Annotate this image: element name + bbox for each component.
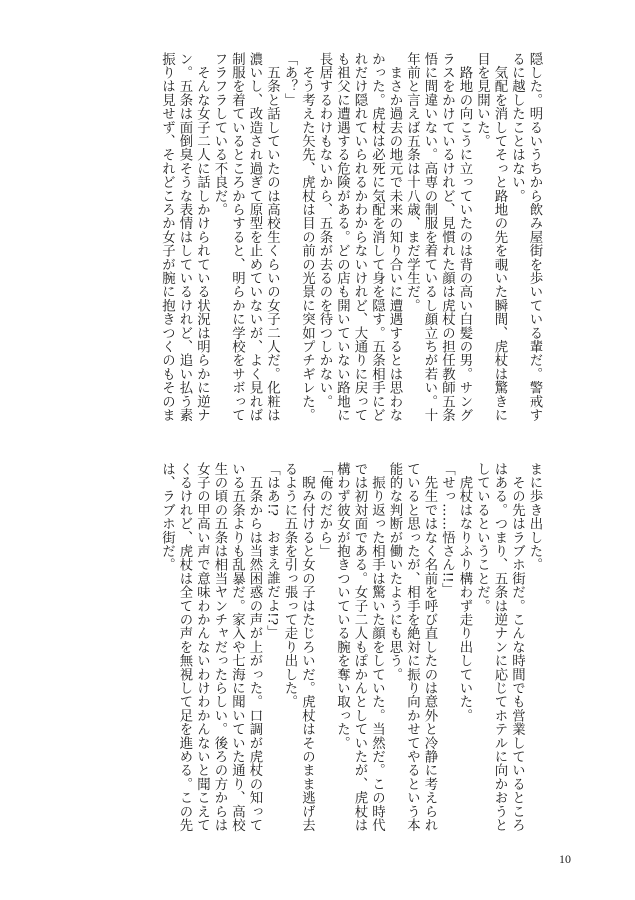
text-line: 悟に間違いない。高専の制服を着ているし顔立ちが若い。十 — [422, 52, 437, 422]
lower-text-block — [83, 462, 543, 832]
text-line: 虎杖はなりふり構わず走り出していた。 — [457, 462, 472, 723]
text-line: そう考えた矢先、虎杖は目の前の光景に突如プチギレた。 — [299, 52, 315, 422]
text-line: かった。虎杖は必死に気配を消して身を隠す。五条相手にど — [369, 52, 385, 422]
text-line: くるけれど、虎杖は全ての声を無視して足を進める。この先 — [177, 462, 192, 832]
text-line: 濃いし、改造され過ぎて原型を止めていないが、よく見れば — [247, 52, 262, 422]
text-line: 「俺のだから」 — [317, 462, 332, 558]
text-line: は、ラブホ街だ。 — [159, 462, 175, 572]
text-line: れだけ隠れていられるかわからないけれど、大通りに戻って — [352, 52, 367, 422]
text-line: その先はラブホ街だ。こんな時間でも営業しているところ — [509, 462, 525, 832]
text-line: 制服を着ているところからすると、明らかに学校をサボって — [229, 52, 245, 422]
text-line: いる五条よりも乱暴だ。家入や七海に聞いていた通り、高校 — [229, 462, 245, 832]
text-line: ていると思ったが、相手を絶対に振り向かせてやるという本 — [404, 462, 420, 832]
text-line: 「はあ!? おまえ誰だよ!?」 — [264, 462, 280, 640]
upper-text-block — [83, 52, 543, 422]
text-line: 「せっ……悟さん!!」 — [439, 462, 455, 597]
text-line: も祖父に遭遇する危険がある。どの店も開いていない路地に — [334, 52, 350, 422]
text-line: はある。つまり、五条は逆ナンに応じてホテルに向かおうと — [492, 462, 507, 832]
text-line: るように五条を引っ張って走り出した。 — [282, 462, 297, 709]
text-line: そんな女子二人に話しかけられている状況は明らかに逆ナ — [194, 52, 210, 422]
text-line: では初対面である。女子二人もぽかんとしていたが、虎杖は — [352, 462, 367, 832]
text-line: 気配を消してそっと路地の先を覗いた瞬間、虎杖は驚きに — [492, 52, 507, 422]
text-line: 先生ではなく名前を呼び直したのは意外と冷静に考えられ — [422, 462, 437, 832]
text-line: 隠した。明るいうちから飲み屋街を歩いている輩だ。警戒す — [527, 52, 542, 422]
text-line: 生の頃の五条は相当ヤンチャだったらしい。後ろの方からは — [212, 462, 227, 832]
text-line: ラスをかけているけれど、見慣れた顔は虎杖の担任教師五条 — [439, 52, 455, 422]
text-line: 振りは見せず、それどころか女子が腕に抱きつくのもそのま — [159, 52, 175, 422]
text-line: 能的な判断が働いたようにも思う。 — [387, 462, 402, 682]
text-line: 路地の向こうに立っていたのは背の高い白髪の男。サング — [457, 52, 472, 422]
text-line: るに越したことはない。 — [509, 52, 525, 203]
page-number: 10 — [559, 852, 571, 866]
text-line: 「あ？」 — [282, 52, 297, 107]
text-line: 女子の甲高い声で意味わかんないわけわかんないと聞こえて — [194, 462, 210, 832]
text-line: フラフラしている不良だ。 — [212, 52, 227, 217]
text-line: しているということだ。 — [474, 462, 490, 613]
text-line: 構わず彼女が抱きついている腕を奪い取った。 — [334, 462, 350, 750]
text-line: 長居するわけもないから、五条が去るのを待つしかない。 — [317, 52, 332, 409]
text-line: 五条と話していたのは高校生くらいの女子二人だ。化粧は — [264, 52, 280, 422]
text-line: まに歩き出した。 — [527, 462, 542, 572]
text-line: 五条からは当然困惑の声が上がった。口調が虎杖の知って — [247, 462, 262, 832]
text-line: 睨み付けると女の子はたじろいだ。虎杖はそのまま逃げ去 — [299, 462, 315, 832]
text-line: まさか過去の地元で未来の知り合いに遭遇するとは思わな — [387, 52, 402, 422]
text-line: 年前と言えば五条は十八歳、まだ学生だ。 — [404, 52, 420, 313]
text-line: ン。五条は面倒臭そうな表情はしているけれど、追い払う素 — [177, 52, 192, 422]
text-line: 目を見開いた。 — [474, 52, 490, 148]
text-line: 振り返った相手は驚いた顔をしていた。当然だ。この時代 — [369, 462, 385, 832]
